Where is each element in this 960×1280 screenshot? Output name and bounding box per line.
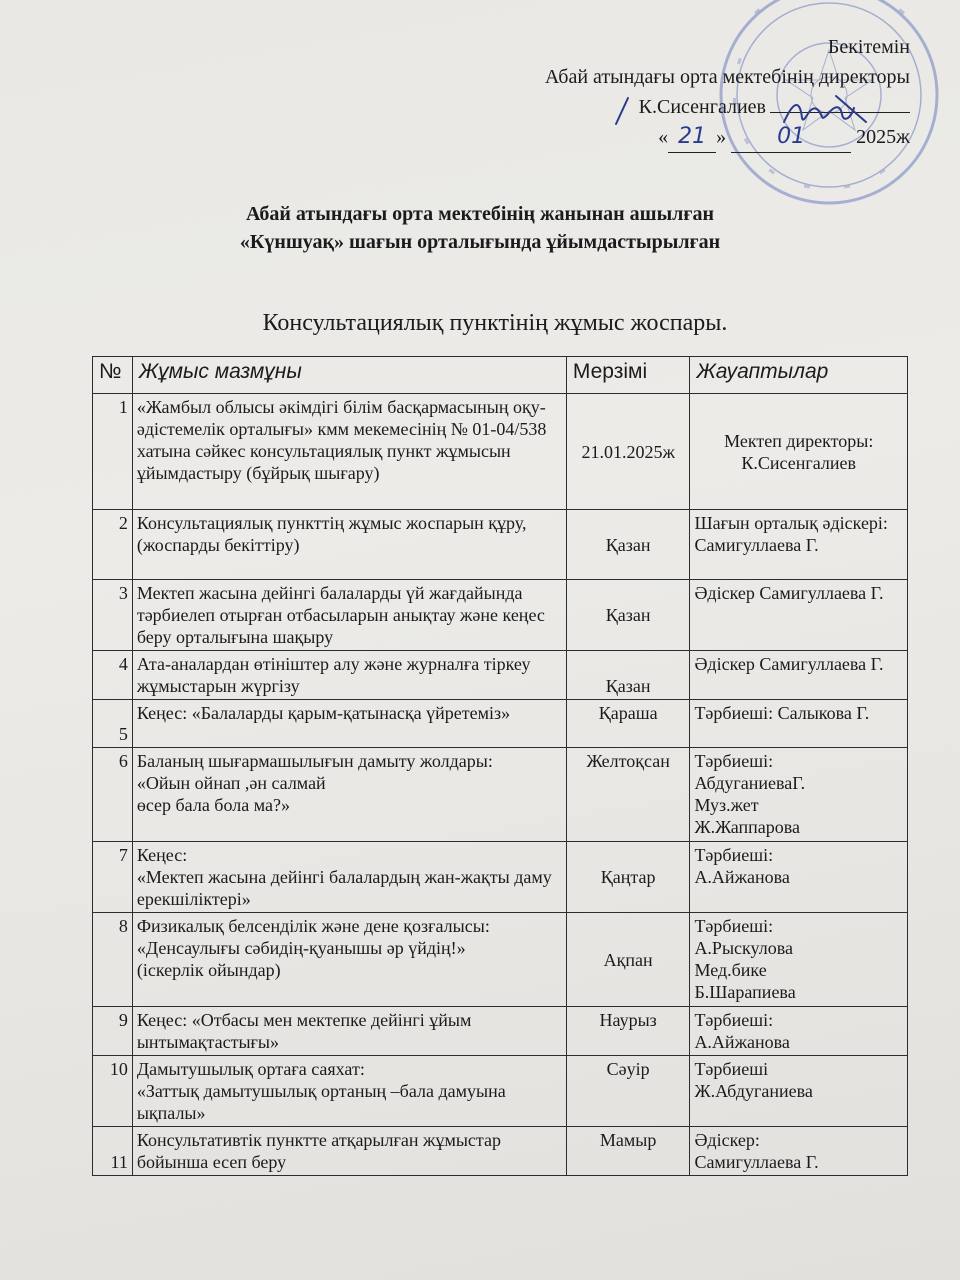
row-responsible: Тәрбиеші: А.Рыскулова Мед.бике Б.Шарапиева xyxy=(690,913,908,1007)
date-quote-close: » xyxy=(716,126,727,148)
row-term: Қазан xyxy=(566,580,690,651)
row-work: Физикалық белсенділік және дене қозғалысы: «Денсаулығы сәбидің-қуанышы әр үйдің!» (іскерлік ойындар) xyxy=(132,913,566,1007)
row-number: 9 xyxy=(93,1007,133,1056)
row-number: 8 xyxy=(93,913,133,1007)
row-number: 6 xyxy=(93,748,133,842)
row-work: «Жамбыл облысы әкімдігі білім басқармасының оқу-әдістемелік орталығы» кмм мекемесінің № 01-04/538 хатына сәйкес консультациялық пункт жұмысын ұйымдастыру (бұйрық шығару) xyxy=(132,394,566,510)
director-name: К.Сисенгалиев xyxy=(638,96,766,118)
table-row xyxy=(93,748,908,842)
row-responsible: Шағын орталық әдіскері: Самигуллаева Г. xyxy=(690,510,908,580)
work-plan-table xyxy=(92,356,908,1176)
row-work: Баланың шығармашылығын дамыту жолдары: «Ойын ойнап ,ән салмай өсер бала бола ма?» xyxy=(132,748,566,842)
table-row xyxy=(93,394,908,510)
header-responsible: Жауаптылар xyxy=(690,357,908,394)
row-responsible: Тәрбиеші: АбдуганиеваГ. Муз.жет Ж.Жаппарова xyxy=(690,748,908,842)
row-responsible: Тәрбиеші Ж.Абдуганиева xyxy=(690,1056,908,1127)
row-number: 1 xyxy=(93,394,133,510)
row-term: Қаңтар xyxy=(566,842,690,913)
row-responsible: Әдіскер Самигуллаева Г. xyxy=(690,651,908,700)
approved-label: Бекітемін xyxy=(827,36,910,58)
row-term: Сәуір xyxy=(566,1056,690,1127)
table-row xyxy=(93,1007,908,1056)
table-row xyxy=(93,700,908,748)
row-number: 5 xyxy=(93,700,133,748)
table-header-row xyxy=(93,357,908,394)
row-work: Ата-аналардан өтініштер алу және журналға тіркеу жұмыстарын жүргізу xyxy=(132,651,566,700)
approval-block xyxy=(390,32,910,153)
row-responsible: Әдіскер Самигуллаева Г. xyxy=(690,580,908,651)
document-title xyxy=(0,200,960,256)
row-responsible: Тәрбиеші: А.Айжанова xyxy=(690,1007,908,1056)
date-year: 2025ж xyxy=(856,126,910,148)
row-number: 3 xyxy=(93,580,133,651)
header-work-content: Жұмыс мазмұны xyxy=(132,357,566,394)
row-work: Кеңес: «Отбасы мен мектепке дейінгі ұйым ынтымақтастығы» xyxy=(132,1007,566,1056)
table-row xyxy=(93,510,908,580)
row-work: Кеңес: «Балаларды қарым-қатынасқа үйретеміз» xyxy=(132,700,566,748)
row-responsible: Әдіскер: Самигуллаева Г. xyxy=(690,1127,908,1176)
row-responsible: Тәрбиеші: А.Айжанова xyxy=(690,842,908,913)
signature-line xyxy=(770,94,910,113)
row-term: Ақпан xyxy=(566,913,690,1007)
row-number: 2 xyxy=(93,510,133,580)
row-work: Консультативтік пунктте атқарылған жұмыстар бойынша есеп беру xyxy=(132,1127,566,1176)
header-term: Мерзімі xyxy=(566,357,690,394)
row-work: Дамытушылық ортаға саяхат: «Заттық дамытушылық ортаның –бала дамуына ықпалы» xyxy=(132,1056,566,1127)
table-row xyxy=(93,1127,908,1176)
date-month: 01 xyxy=(731,122,851,153)
row-term: Қазан xyxy=(566,651,690,700)
row-term: 21.01.2025ж xyxy=(566,394,690,510)
row-number: 10 xyxy=(93,1056,133,1127)
title-line-2: «Күншуақ» шағын орталығында ұйымдастырылған xyxy=(239,231,721,253)
plan-subtitle: Консультациялық пунктінің жұмыс жоспары. xyxy=(262,310,728,336)
director-signature-row xyxy=(390,92,910,122)
row-term: Қараша xyxy=(566,700,690,748)
table-row xyxy=(93,1056,908,1127)
date-quote-open: « xyxy=(658,126,669,148)
row-responsible: Тәрбиеші: Салыкова Г. xyxy=(690,700,908,748)
row-number: 4 xyxy=(93,651,133,700)
row-work: Мектеп жасына дейінгі балаларды үй жағдайында тәрбиелеп отырған отбасыларын анықтау және кеңес беру орталығына шақыру xyxy=(132,580,566,651)
row-responsible: Мектеп директоры: К.Сисенгалиев xyxy=(690,394,908,510)
row-work: Кеңес: «Мектеп жасына дейінгі балалардың жан-жақты даму ерекшіліктері» xyxy=(132,842,566,913)
approval-date-row xyxy=(390,122,910,153)
date-day: 21 xyxy=(668,122,716,153)
title-line-1: Абай атындағы орта мектебінің жанынан ашылған xyxy=(245,203,715,225)
row-term: Мамыр xyxy=(566,1127,690,1176)
row-term: Желтоқсан xyxy=(566,748,690,842)
table-row xyxy=(93,580,908,651)
row-term: Қазан xyxy=(566,510,690,580)
header-number: № xyxy=(93,357,133,394)
table-row xyxy=(93,842,908,913)
table-row xyxy=(93,913,908,1007)
row-number: 11 xyxy=(93,1127,133,1176)
row-work: Консультациялық пункттің жұмыс жоспарын құру, (жоспарды бекіттіру) xyxy=(132,510,566,580)
row-term: Наурыз xyxy=(566,1007,690,1056)
row-number: 7 xyxy=(93,842,133,913)
director-title: Абай атындағы орта мектебінің директоры xyxy=(544,66,910,88)
table-row xyxy=(93,651,908,700)
